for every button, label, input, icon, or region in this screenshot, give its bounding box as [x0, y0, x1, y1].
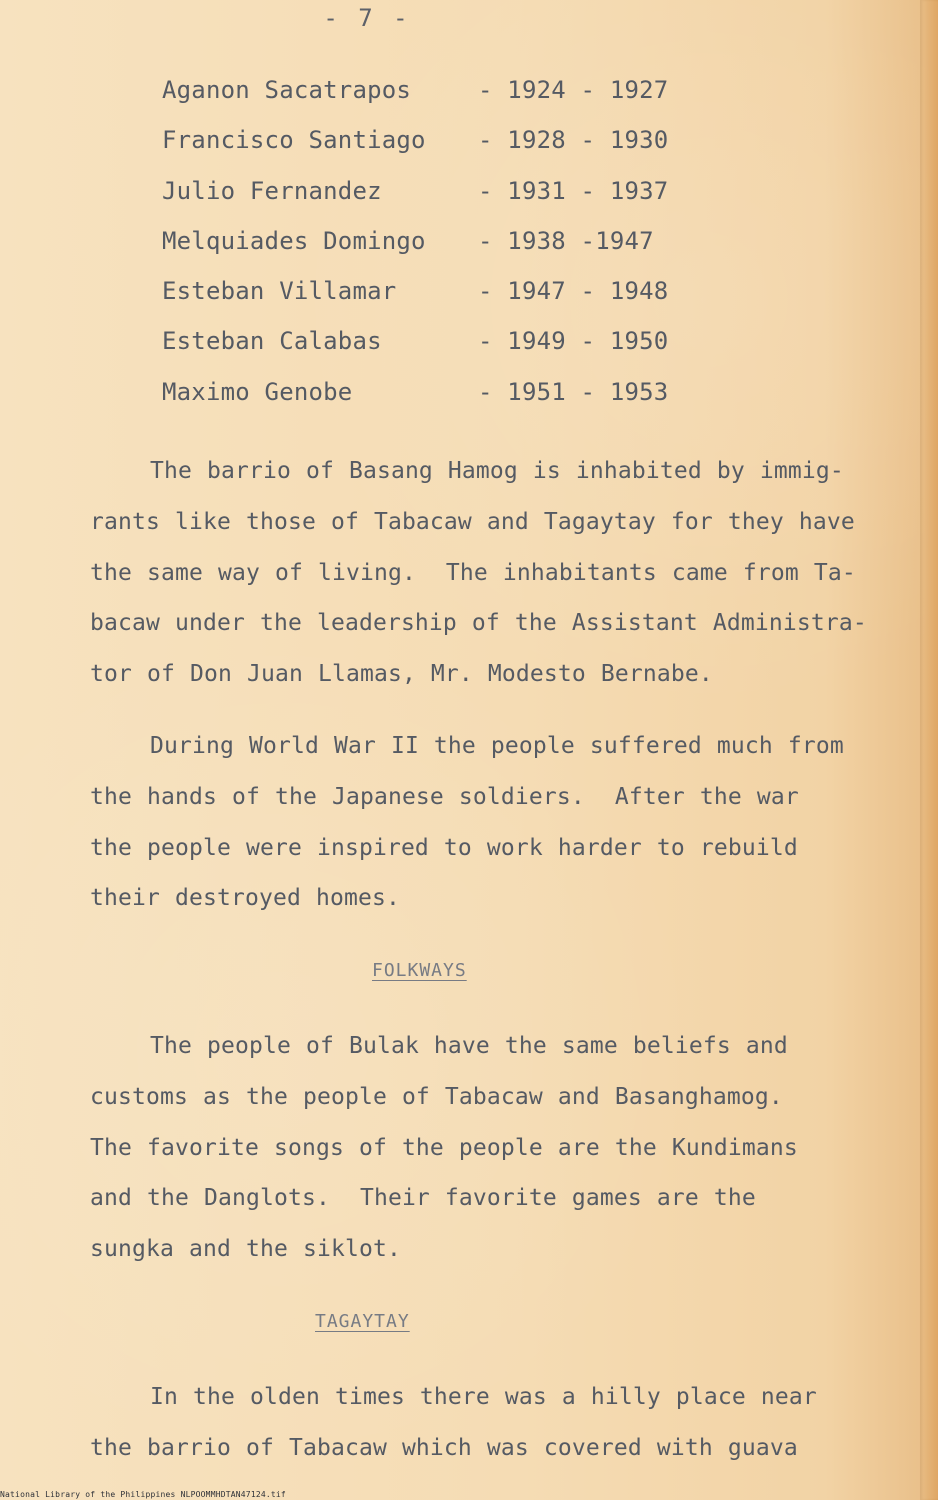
official-row — [162, 325, 722, 375]
official-term: - 1949 - 1950 — [478, 327, 669, 356]
paragraph-line: the barrio of Tabacaw which was covered with guava — [90, 1434, 798, 1461]
paragraph-line: The people of Bulak have the same beliefs and — [90, 1033, 788, 1059]
folkways-paragraph — [90, 1021, 905, 1275]
paragraph-line: The favorite songs of the people are the Kundimans — [90, 1134, 798, 1161]
official-name: Melquiades Domingo — [162, 226, 426, 255]
official-row — [162, 225, 722, 275]
paragraph-line: bacaw under the leadership of the Assistant Administra- — [90, 610, 867, 637]
official-name: Francisco Santiago — [162, 126, 426, 155]
paragraph-line: customs as the people of Tabacaw and Basanghamog. — [90, 1083, 783, 1110]
official-row — [162, 275, 722, 325]
official-term: - 1928 - 1930 — [478, 126, 669, 155]
official-row — [162, 175, 722, 225]
official-term: - 1931 - 1937 — [478, 176, 669, 205]
paragraph-line: sungka and the siklot. — [90, 1236, 401, 1263]
tagaytay-heading: TAGAYTAY — [315, 1311, 410, 1332]
page-number: - 7 - — [323, 4, 411, 32]
official-name: Aganon Sacatrapos — [162, 76, 412, 104]
paragraph-line: and the Danglots. Their favorite games are the — [90, 1185, 756, 1212]
world-war-paragraph — [90, 721, 905, 924]
paragraph-line: tor of Don Juan Llamas, Mr. Modesto Bernabe. — [90, 661, 713, 688]
paragraph-line: The barrio of Basang Hamog is inhabited by immig- — [90, 458, 844, 484]
tagaytay-paragraph — [90, 1372, 905, 1474]
official-row — [162, 376, 722, 426]
official-name: Maximo Genobe — [162, 377, 353, 406]
basang-hamog-paragraph — [90, 446, 905, 700]
official-name: Esteban Calabas — [162, 327, 382, 356]
paper-edge — [920, 0, 938, 1500]
officials-list — [162, 74, 722, 426]
paragraph-line: their destroyed homes. — [90, 885, 400, 912]
paragraph-line: rants like those of Tabacaw and Tagaytay for they have — [90, 508, 855, 535]
official-term: - 1938 -1947 — [478, 226, 654, 255]
official-term: - 1924 - 1927 — [478, 76, 669, 104]
paragraph-line: the same way of living. The inhabitants came from Ta- — [90, 559, 856, 586]
official-term: - 1947 - 1948 — [478, 277, 669, 306]
archive-footer: National Library of the Philippines NLPOOMMHDTAN47124.tif — [0, 1490, 286, 1499]
paragraph-line: In the olden times there was a hilly place near — [90, 1384, 817, 1410]
official-row — [162, 124, 722, 174]
official-name: Julio Fernandez — [162, 176, 382, 205]
paragraph-line: the people were inspired to work harder to rebuild — [90, 834, 798, 861]
official-row — [162, 74, 722, 124]
folkways-heading: FOLKWAYS — [372, 960, 467, 981]
official-name: Esteban Villamar — [162, 277, 397, 306]
paragraph-line: the hands of the Japanese soldiers. After the war — [90, 783, 799, 810]
official-term: - 1951 - 1953 — [478, 377, 669, 406]
paragraph-line: During World War II the people suffered much from — [90, 733, 844, 759]
